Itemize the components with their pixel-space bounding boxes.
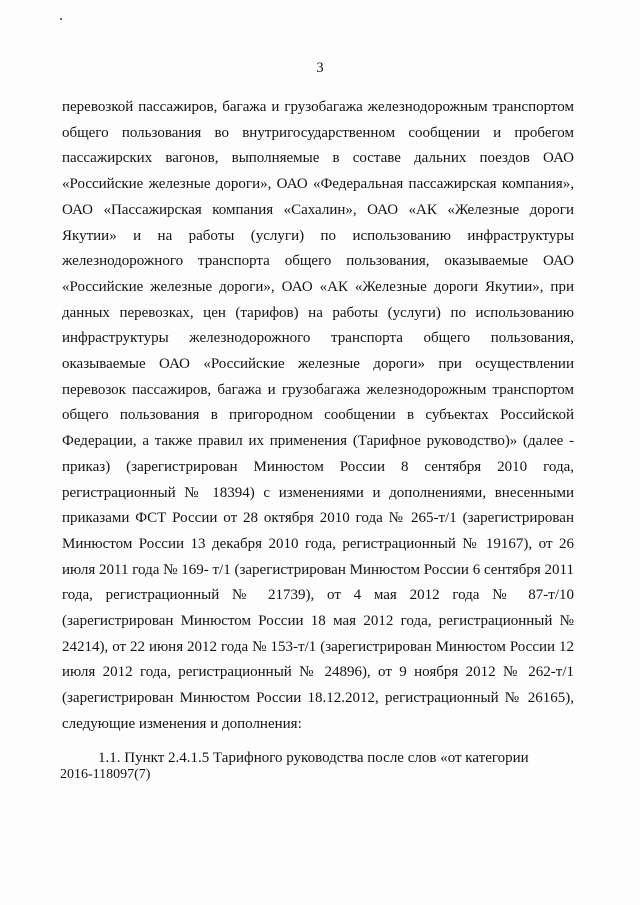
body-paragraph: перевозкой пассажиров, багажа и грузобагажа железнодорожным транспортом общего пользования во внутригосударственном сообщении и пробегом пассажирских вагонов, выполняемые в составе дальних поездов ОАО «Российские железные дороги», ОАО «Федеральная пассажирская компания», ОАО «Пассажирская компания «Сахалин», ОАО «АК «Железные дороги Якутии» и на работы (услуги) по использованию инфраструктуры железнодорожного транспорта общего пользования, оказываемые ОАО «Российские железные дороги», ОАО «АК «Железные дороги Якутии», при данных перевозках, цен (тарифов) на работы (услуги) по использованию инфраструктуры железнодорожного транспорта общего пользования, оказываемые ОАО «Российские железные дороги» при осуществлении перевозок пассажиров, багажа и грузобагажа железнодорожным транспортом общего пользования в пригородном сообщении в субъектах Российской Федерации, а также правил их применения (Тарифное руководство)» (далее - приказ) (зарегистрирован Минюстом России 8 сентября 2010 года, регистрационный № 18394) с изменениями и дополнениями, внесенными приказами ФСТ России от 28 октября 2010 года № 265-т/1 (зарегистрирован Минюстом России 13 декабря 2010 года, регистрационный № 19167), от 26 июля 2011 года № 169- т/1 (зарегистрирован Минюстом России 6 сентября 2011 года, регистрационный № 21739), от 4 мая 2012 года № 87-т/10 (зарегистрирован Минюстом России 18 мая 2012 года, регистрационный № 24214), от 22 июня 2012 года № 153-т/1 (зарегистрирован Минюстом России 12 июля 2012 года, регистрационный № 24896), от 9 ноября 2012 № 262-т/1 (зарегистрирован Минюстом России 18.12.2012, регистрационный № 26165), следующие изменения и дополнения: (62, 99, 574, 732)
scan-speck (60, 18, 62, 20)
page-number: 3 (316, 60, 324, 76)
paragraph-1-1: 1.1. Пункт 2.4.1.5 Тарифного руководства после слов «от категории (98, 750, 529, 766)
document-code: 2016-118097(7) (60, 767, 151, 782)
